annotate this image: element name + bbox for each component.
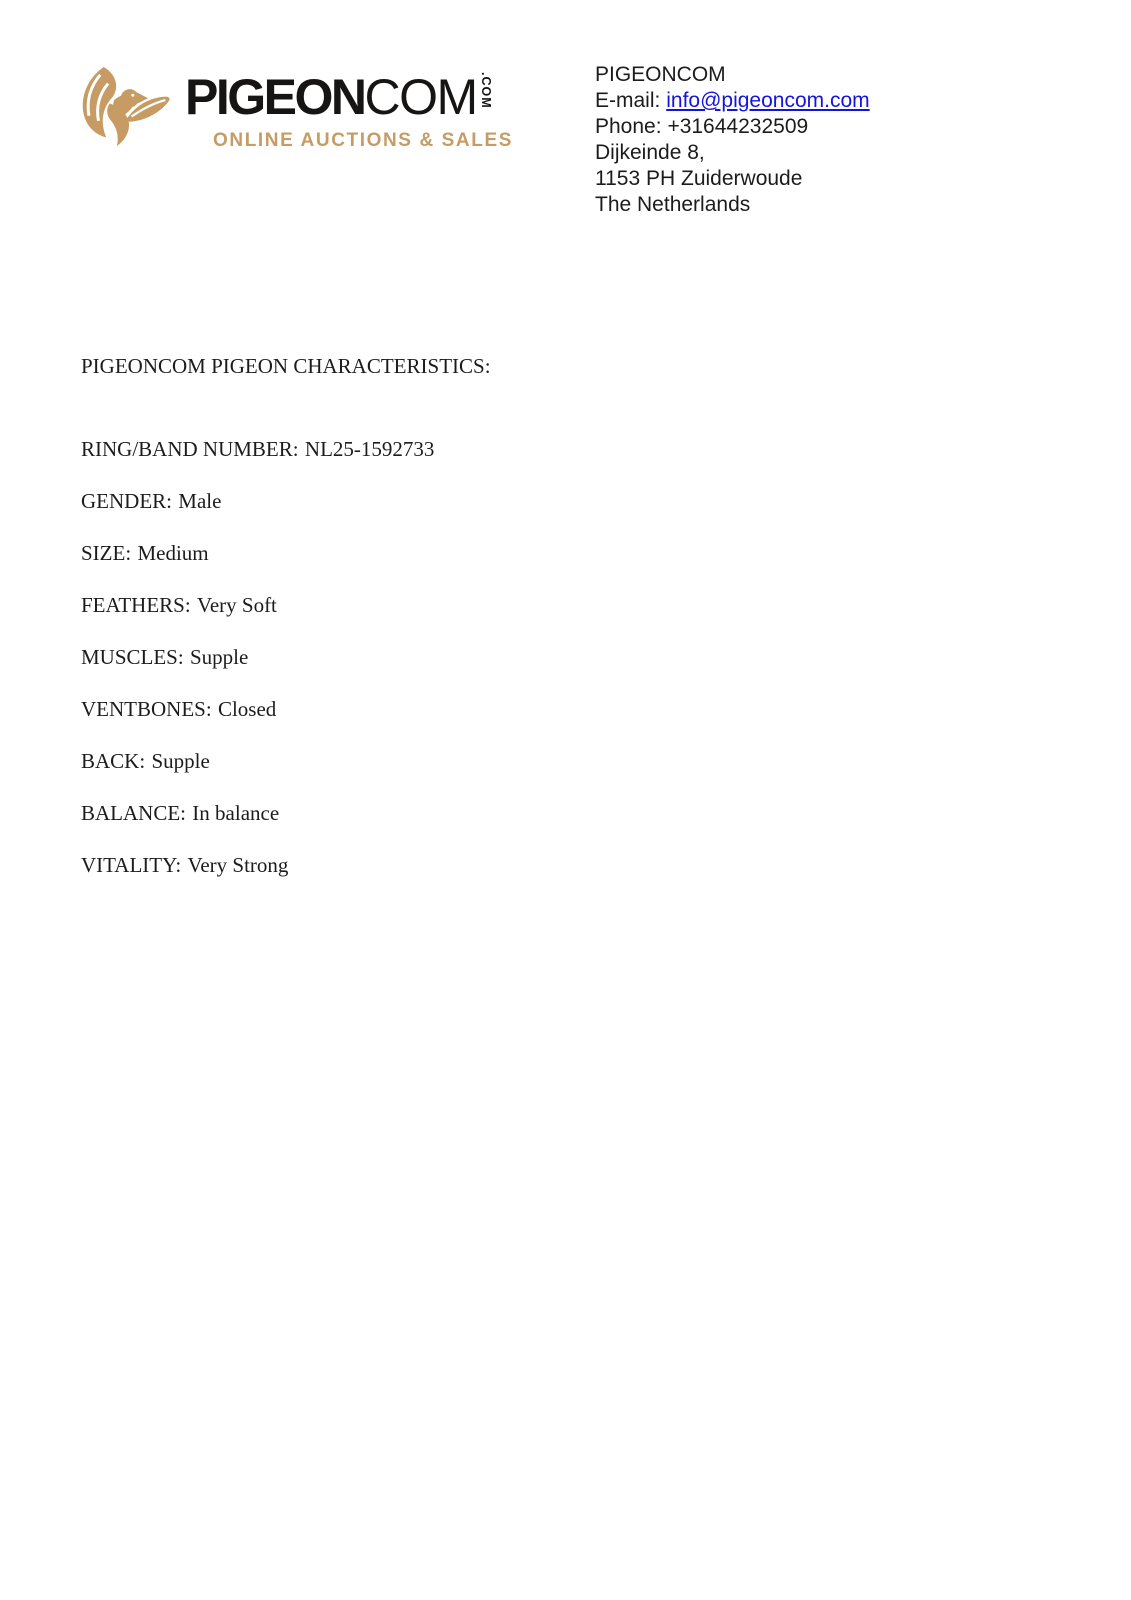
field-label: MUSCLES: (81, 645, 184, 669)
contact-company: PIGEONCOM (595, 63, 726, 86)
field-value: Medium (137, 541, 209, 565)
email-link[interactable]: info@pigeoncom.com (666, 89, 870, 112)
phone-label: Phone: (595, 115, 662, 138)
contact-block (595, 62, 870, 218)
pigeoncom-logo (75, 60, 513, 154)
field-value: Supple (190, 645, 249, 669)
field-muscles (81, 643, 491, 671)
field-label: BACK: (81, 749, 146, 773)
field-label: VITALITY: (81, 853, 182, 877)
phone-number: +31644232509 (667, 115, 809, 138)
field-label: BALANCE: (81, 801, 186, 825)
logo-wordmark-light: COM (364, 69, 477, 125)
field-vitality (81, 851, 491, 879)
field-value: Very Strong (187, 853, 289, 877)
logo-wordmark (185, 69, 513, 125)
logo-tagline: ONLINE AUCTIONS & SALES (213, 130, 513, 151)
field-label: GENDER: (81, 489, 172, 513)
contact-address-line1: Dijkeinde 8, (595, 141, 705, 164)
logo-dotcom-vertical: .COM (479, 72, 494, 109)
field-value: In balance (192, 801, 280, 825)
contact-phone-line (595, 114, 870, 140)
logo-wordmark-bold: PIGEON (185, 69, 365, 125)
field-balance (81, 799, 491, 827)
field-ventbones (81, 695, 491, 723)
field-feathers (81, 591, 491, 619)
field-value: Closed (217, 697, 277, 721)
field-value: NL25-1592733 (304, 437, 435, 461)
field-gender (81, 487, 491, 515)
document-title: PIGEONCOM PIGEON CHARACTERISTICS: (81, 354, 491, 378)
field-label: RING/BAND NUMBER: (81, 437, 299, 461)
field-value: Male (178, 489, 222, 513)
field-label: FEATHERS: (81, 593, 191, 617)
document-body (81, 352, 491, 903)
field-ring-band-number (81, 435, 491, 463)
logo-text (185, 60, 513, 152)
field-label: VENTBONES: (81, 697, 212, 721)
field-label: SIZE: (81, 541, 132, 565)
email-label: E-mail: (595, 89, 661, 112)
field-value: Supple (151, 749, 210, 773)
contact-address-line3: The Netherlands (595, 193, 751, 216)
field-value: Very Soft (196, 593, 277, 617)
contact-email-line (595, 88, 870, 114)
field-size (81, 539, 491, 567)
pigeon-icon (75, 60, 175, 154)
field-back (81, 747, 491, 775)
contact-address-line2: 1153 PH Zuiderwoude (595, 167, 803, 190)
